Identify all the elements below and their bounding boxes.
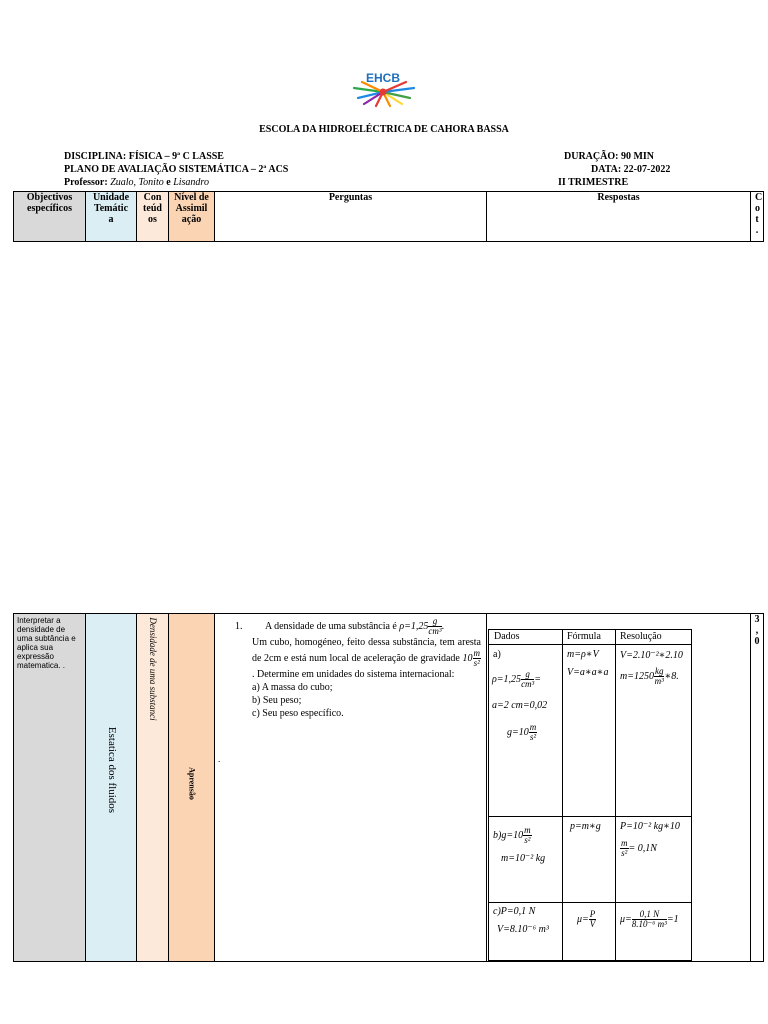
b-m: m=10⁻² kg (501, 853, 546, 864)
b-formula: p=m∗g (570, 821, 601, 832)
disciplina: DISCIPLINA: FÍSICA – 9ª C LASSE (64, 151, 224, 162)
data: DATA: 22-07-2022 (591, 164, 671, 175)
a-label: a) (493, 649, 501, 660)
g-value: 10 (462, 652, 473, 664)
g-fraction: $\frac{m}{\text{s²}}$ (473, 648, 480, 668)
header-objectivos: Objectivos específicos (14, 192, 86, 241)
c-label: c)P=0,1 N (493, 906, 536, 917)
a-res-1: V=2.10⁻²∗2.10 (620, 650, 683, 661)
conteudo-text: Densidade de uma substanci (148, 617, 158, 721)
pergunta-dot: . (218, 754, 221, 764)
a-res-2: m=1250 $\frac{kg}{\text{m³}}$ ∗8. (620, 667, 679, 686)
header-perguntas: Perguntas (215, 192, 487, 241)
b-res-1: P=10⁻² kg∗10 (620, 821, 680, 832)
cell-pergunta (215, 614, 487, 961)
professor-and: e (166, 177, 171, 188)
rho-fraction: $\frac{g}{\text{cm³}}$ (428, 616, 442, 636)
logo-graphic (340, 70, 426, 108)
a-g: g=10 $\frac{m}{\text{s²}}$ (507, 722, 537, 742)
plano: PLANO DE AVALIAÇÃO SISTEMÁTICA – 2ª ACS (64, 164, 289, 175)
c-formula: μ= $\frac{P}{V}$ (577, 909, 596, 929)
b-res-2: $\frac{m}{\text{s²}}$ = 0,1N (621, 838, 657, 858)
trimestre: II TRIMESTRE (558, 177, 629, 188)
header-conteudos: Con teúd os (137, 192, 169, 241)
b-label: b)g=10 $\frac{m}{\text{s²}}$ (493, 825, 531, 845)
question-body-wrap: Um cubo, homogéneo, feito dessa substância, tem aresta de 2cm e está num local de aceleração de gravidade 10 $\frac{m}{\text{s²}}$ . Determine em unidades do sistema internacional: (252, 637, 481, 680)
header-unidade: Unidade Temátic a (86, 192, 137, 241)
cotacao-b: , (755, 625, 759, 636)
col-dados-header: Dados (494, 631, 520, 642)
header-nivel: Nível de Assimil ação (169, 192, 215, 241)
row-divider-3 (489, 902, 691, 903)
cell-nivel (169, 614, 215, 961)
a-formula-2: V=a∗a∗a (567, 667, 609, 678)
question-number: 1. (235, 620, 243, 632)
professor-names: Zualo, Tonito (110, 177, 164, 188)
col-resolucao-header: Resolução (620, 631, 662, 642)
cell-unidade (86, 614, 137, 961)
row-divider-2 (489, 816, 691, 817)
rho-expr: ρ=1,25 (399, 620, 429, 632)
col-formula-header: Fórmula (567, 631, 601, 642)
question-line-1: 1. A densidade de uma substância é ρ=1,25 $\frac{g}{\text{cm³}}$ . (235, 616, 445, 636)
question-intro: A densidade de uma substância é (264, 620, 397, 632)
header-respostas: Respostas (487, 192, 751, 241)
header-cot: C o t . (755, 192, 763, 236)
professor (64, 177, 209, 188)
question-end: Determine em unidades do sistema internacional: (257, 669, 455, 680)
c-res: μ= $\frac{0,1 N}{\text{8.10⁻⁶ m³}}$ =1 (620, 910, 679, 929)
cell-conteudo (137, 614, 169, 961)
duracao: DURAÇÃO: 90 MIN (564, 151, 654, 162)
nivel-text: Aprensão (187, 767, 197, 800)
header-table (13, 191, 764, 242)
professor-name2: Lisandro (173, 177, 209, 188)
cell-objectivo (14, 614, 86, 961)
objectivo-text: Interpretar a densidade de uma subtância e aplica sua expressão matematica. . (17, 616, 76, 670)
unidade-text: Estatica dos fluidos (106, 726, 118, 814)
a-rho: ρ=1,25 $\frac{g}{\text{cm³}}$ = (492, 669, 542, 689)
row-divider-1 (489, 644, 691, 645)
question-item-c: c) Seu peso específico. (252, 708, 344, 719)
a-aresta: a=2 cm=0,02 (492, 700, 548, 711)
a-formula-1: m=ρ∗V (567, 649, 599, 660)
cell-cotacao (751, 614, 763, 961)
school-name: ESCOLA DA HIDROELÉCTRICA DE CAHORA BASSA (259, 124, 509, 135)
logo-text: EHCB (365, 71, 401, 85)
cotacao-c: 0 (754, 636, 760, 647)
school-logo (340, 70, 426, 108)
answers-table (488, 629, 692, 961)
question-block (235, 617, 481, 720)
question-item-a: a) A massa do cubo; (252, 682, 333, 693)
c-v: V=8.10⁻⁶ m³ (497, 924, 549, 935)
question-item-b: b) Seu peso; (252, 695, 302, 706)
professor-label: Professor: (64, 177, 108, 188)
question-items (235, 681, 481, 720)
cotacao-a: 3 (754, 614, 760, 625)
question-body: Um cubo, homogéneo, feito dessa substância, tem aresta de 2cm e está num local de aceleração de gravidade (252, 637, 481, 664)
